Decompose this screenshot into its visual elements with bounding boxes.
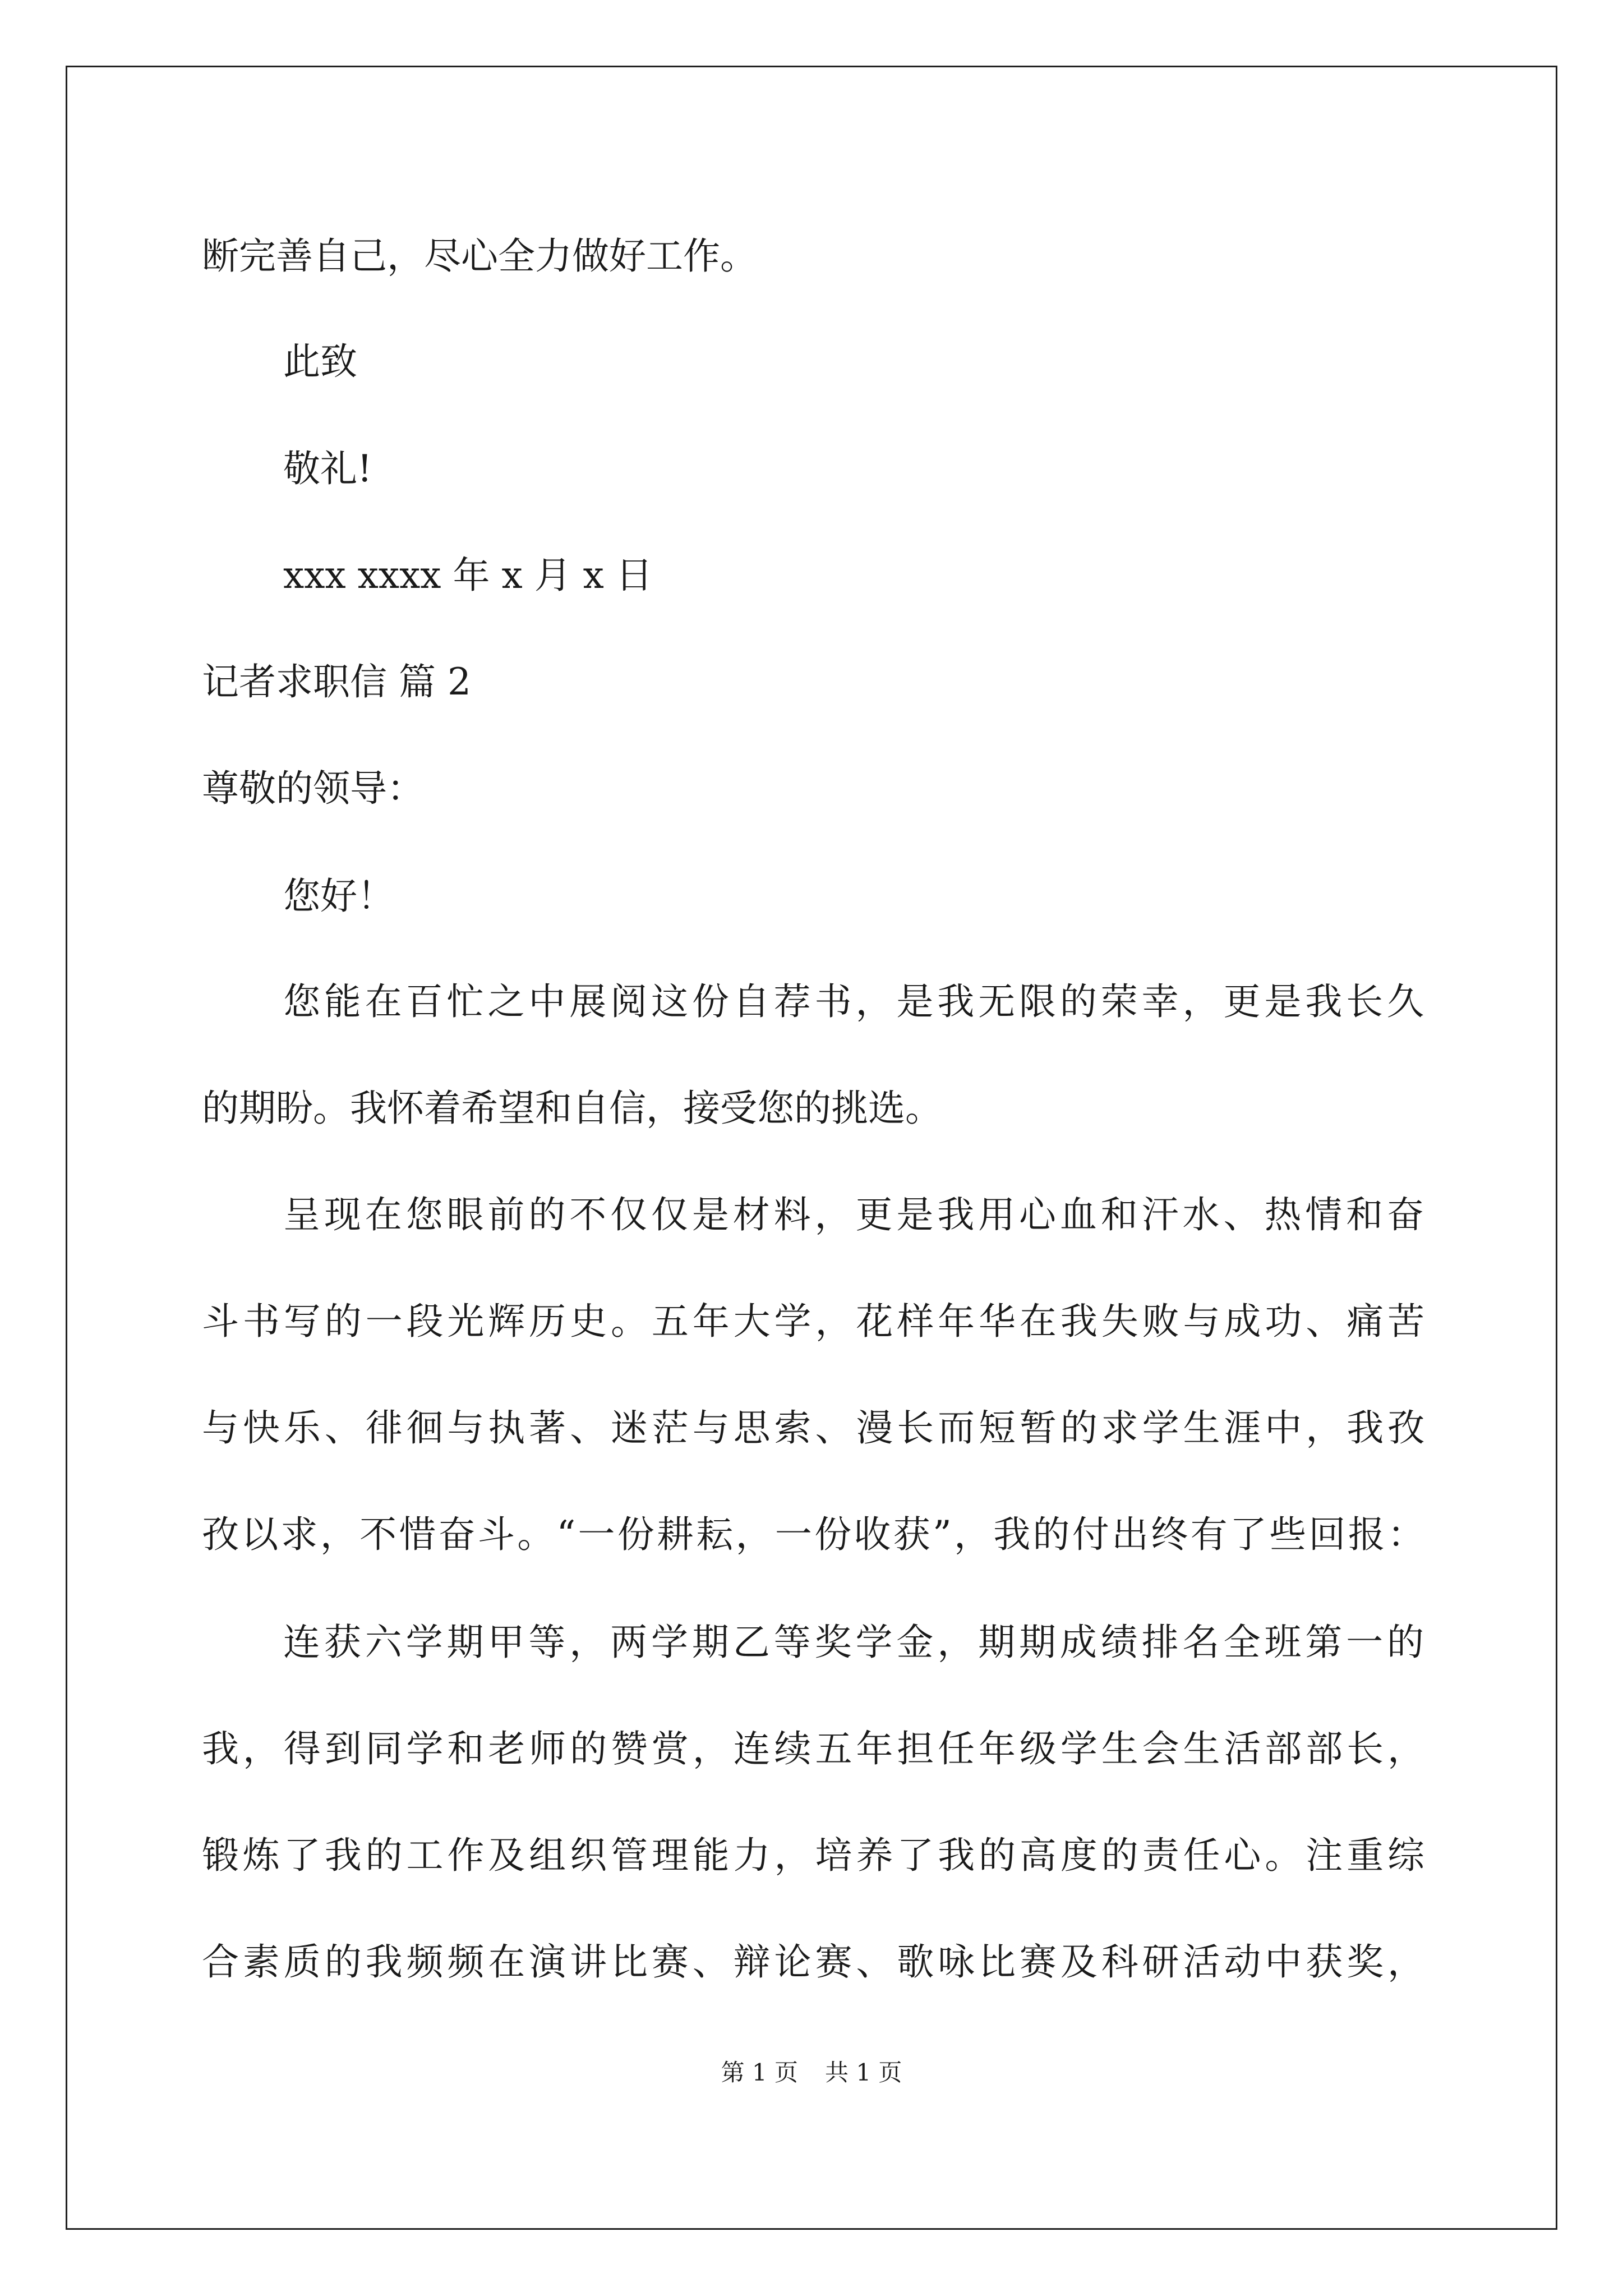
text-line-closing: 此致 <box>283 340 357 383</box>
page-footer <box>0 2061 1623 2085</box>
text-line-hello: 您好！ <box>283 875 394 918</box>
section-heading: 记者求职信 篇 2 <box>202 660 471 703</box>
page-number: 第 1 页 <box>721 2059 798 2086</box>
text-line: 与快乐、徘徊与执著、迷茫与思索、漫长而短暂的求学生涯中，我孜 <box>202 1406 1424 1450</box>
text-line-signature-date: xxx xxxx 年 x 月 x 日 <box>283 554 653 597</box>
text-line: 锻炼了我的工作及组织管理能力，培养了我的高度的责任心。注重综 <box>202 1834 1424 1877</box>
text-line-salutation: 敬礼! <box>283 447 372 490</box>
text-line: 断完善自己，尽心全力做好工作。 <box>202 234 757 278</box>
text-line: 的期盼。我怀着希望和自信，接受您的挑选。 <box>202 1087 942 1130</box>
document-body <box>67 67 1556 2228</box>
page-frame <box>66 66 1557 2230</box>
text-line: 连获六学期甲等，两学期乙等奖学金，期期成绩排名全班第一的 <box>283 1621 1424 1664</box>
page-total: 共 1 页 <box>825 2059 902 2086</box>
text-line: 呈现在您眼前的不仅仅是材料，更是我用心血和汗水、热情和奋 <box>283 1193 1424 1236</box>
text-line: 孜以求，不惜奋斗。“一份耕耘，一份收获”，我的付出终有了些回报： <box>202 1513 1424 1556</box>
text-line-greeting: 尊敬的领导： <box>202 767 424 810</box>
text-line: 合素质的我频频在演讲比赛、辩论赛、歌咏比赛及科研活动中获奖， <box>202 1940 1424 1984</box>
text-line: 斗书写的一段光辉历史。五年大学，花样年华在我失败与成功、痛苦 <box>202 1300 1424 1343</box>
text-line: 您能在百忙之中展阅这份自荐书，是我无限的荣幸，更是我长久 <box>283 980 1424 1023</box>
text-line: 我，得到同学和老师的赞赏，连续五年担任年级学生会生活部部长， <box>202 1727 1424 1770</box>
